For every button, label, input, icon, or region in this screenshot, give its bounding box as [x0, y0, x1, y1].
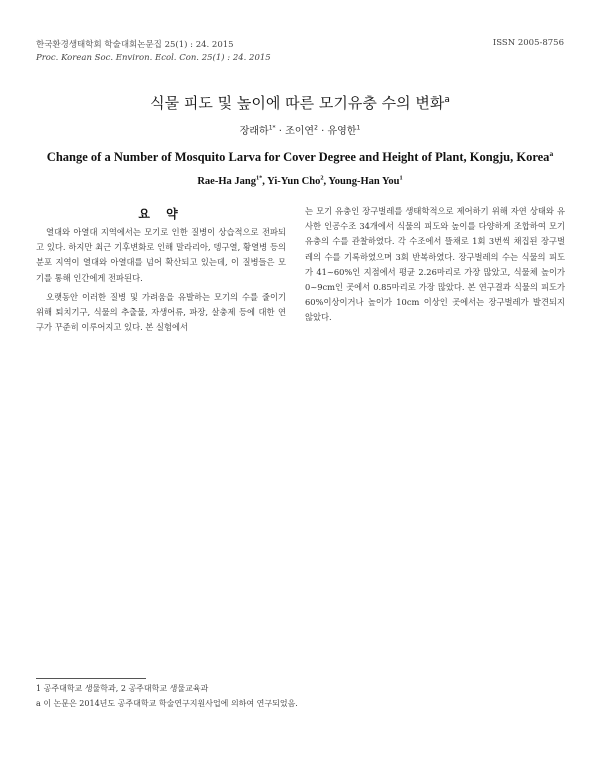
footnote-funding: a 이 논문은 2014년도 공주대학교 학술연구지원사업에 의하여 연구되었음. [36, 699, 298, 708]
abstract-left-column [36, 225, 286, 339]
abstract-paragraph-3: 는 모기 유충인 장구벌레를 생태학적으로 제어하기 위해 자연 상태와 유사한 인공수조 34개에서 식물의 피도와 높이를 다양하게 조합하여 모기 유충의 수를 관찰하였다. 각 수조에서 뜰채로 1회 3번씩 채집된 장구벌레의 수를 기록하였으며 3회 반복하였다. 장구벌레의 수는 식물의 피도가 41~60%인 지점에서 평균 2.26마리로 가장 많았고, 식물체 높이가 0~9cm인 곳에서 0.85마리로 가장 많았다. 본 연구결과 식물의 피도가 60%이상이거나 높이가 10cm 이상인 곳에서는 장구벌레가 발견되지 않았다. [305, 206, 565, 323]
journal-citation-korean: 한국환경생태학회 학술대회논문집 25(1) : 24. 2015 [36, 40, 234, 50]
author-korean-1: 장래하 [239, 126, 269, 137]
issn-label: ISSN 2005-8756 [492, 38, 564, 48]
author-english-1-affil: 1* [255, 174, 263, 182]
author-korean-3: 유영한 [327, 126, 357, 137]
author-korean-2-affil: 2 [314, 124, 318, 132]
abstract-heading: 요 약 [138, 207, 184, 221]
title-english-footnote-mark: a [549, 148, 554, 158]
abstract-right-column [305, 204, 565, 330]
footnote-affiliations: 1 공주대학교 생물학과, 2 공주대학교 생물교육과 [36, 684, 209, 693]
author-english-1: Rae-Ha Jang [197, 176, 256, 187]
authors-korean: 장래하$^{1*}$ · 조이연$^2$ · 유영한$^1$ [239, 124, 361, 137]
title-korean-text: 식물 피도 및 높이에 따른 모기유충 수의 변화 [150, 94, 445, 112]
author-korean-2: 조이연 [285, 126, 315, 137]
author-english-2: Yi-Yun Cho [267, 176, 321, 187]
author-korean-3-affil: 1 [356, 124, 361, 132]
author-english-3-affil: 1 [399, 174, 403, 182]
page-title-korean [0, 92, 600, 113]
abstract-paragraph-2: 오랫동안 이러한 질병 및 가려움을 유발하는 모기의 수를 줄이기 위해 퇴치기구, 식물의 추출물, 자생어류, 파장, 살충제 등에 대한 연구가 꾸준히 이루어지고 있다. 본 실험에서 [36, 291, 286, 333]
title-korean-footnote-mark: a [444, 95, 450, 105]
page-title-english [0, 150, 600, 165]
journal-citation-english: Proc. Korean Soc. Environ. Ecol. Con. 25(1) : 24. 2015 [36, 53, 271, 63]
title-english-text: Change of a Number of Mosquito Larva for Cover Degree and Height of Plant, Kongju, Korea [46, 150, 550, 164]
authors-english: Rae-Ha Jang$^{1*}$, Yi-Yun Cho$^2$, Young-Han You$^1$ [197, 174, 403, 187]
author-english-2-affil: 2 [320, 174, 324, 182]
author-english-3: Young-Han You [328, 176, 400, 187]
author-korean-1-affil: 1* [268, 124, 276, 132]
footnote-divider [36, 678, 146, 679]
abstract-paragraph-1: 열대와 아열대 지역에서는 모기로 인한 질병이 상습적으로 전파되고 있다. 하지만 최근 기후변화로 인해 말라리아, 뎅구열, 황열병 등의 분포 지역이 열대와 아열대를 넘어 확산되고 있는데, 이 질병들은 모기를 통해 인간에게 전파된다. [36, 227, 286, 283]
